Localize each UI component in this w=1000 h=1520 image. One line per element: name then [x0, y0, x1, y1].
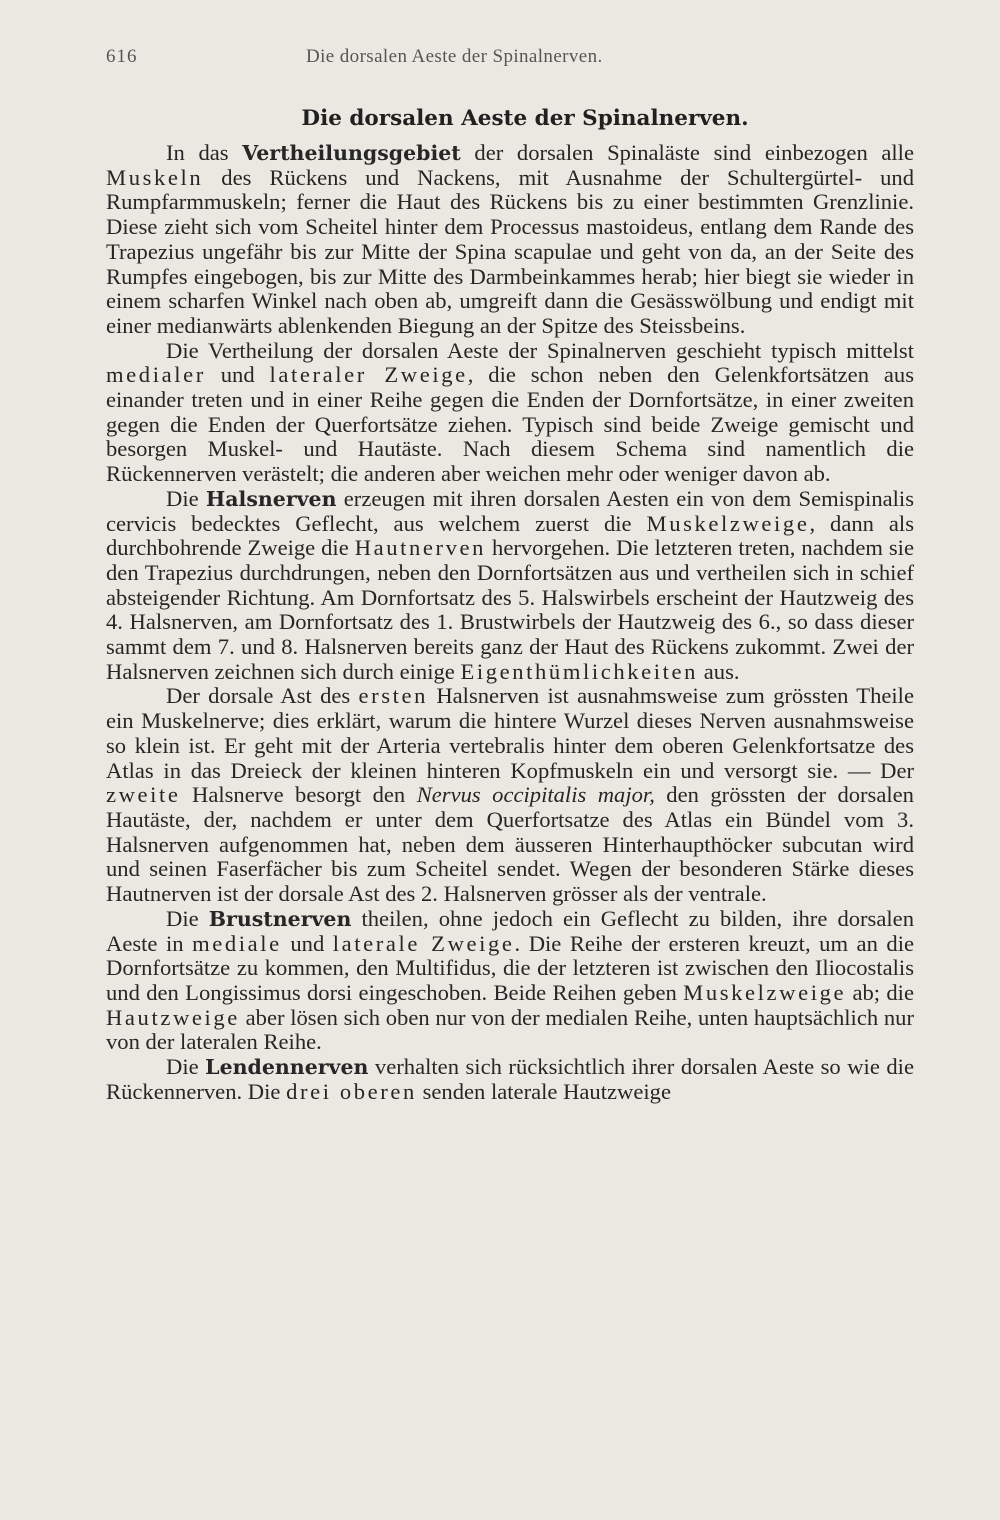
paragraph-5	[106, 907, 914, 1055]
italic-term: Nervus occipitalis major,	[416, 782, 655, 808]
text-run: und	[281, 930, 333, 956]
spaced-term: Hautnerven	[354, 535, 487, 561]
text-run: der dorsalen Spinaläste sind einbezogen alle	[460, 140, 914, 165]
text-run: ab; die	[846, 979, 914, 1005]
text-run: erzeugen mit ihren dorsalen Aesten ein von dem Semispinalis cervicis bedecktes Geflecht, aus welchem zuerst die	[106, 485, 914, 536]
text-run: Die	[166, 485, 206, 511]
text-run: . Die Reihe der ersteren kreuzt, um an die Dornfortsätze zu kommen, den Multifidus, die der letzteren ist zwischen den Iliocostalis und den Longissimus dorsi eingeschoben. Beide Reihen geben	[106, 930, 915, 1005]
spaced-term: laterale Zweige	[332, 930, 515, 956]
text-run: aber lösen sich oben nur von der medialen Reihe, unten hauptsächlich nur von der lateralen Reihe.	[106, 1004, 914, 1055]
text-run: senden laterale Hautzweige	[416, 1078, 671, 1104]
spaced-term: Eigenthümlichkeiten	[460, 658, 699, 684]
bold-term: Halsnerven	[205, 486, 337, 511]
text-run: des Rückens und Nackens, mit Ausnahme der Schultergürtel- und Rumpfarmmuskeln; ferner die Haut des Rückens bis zu einer bestimmten Grenzlinie. Diese zieht sich vom Scheitel hinter dem Processus mastoideus, entlang dem Rande des Trapezius ungefähr bis zur Mitte der Spina scapulae und geht von da, an der Seite des Rumpfes eingebogen, bis zur Mitte des Darmbeinkammes herab; hier biegt sie wieder in einem scharfen Winkel nach oben ab, umgreift dann die Gesässwölbung und endigt mit einer medianwärts ablenkenden Biegung an der Spitze des Steissbeins.	[106, 164, 914, 338]
text-run: Der dorsale Ast des	[166, 683, 359, 709]
spaced-term: ersten	[358, 683, 429, 709]
spaced-term: lateraler Zweige	[269, 362, 468, 388]
paragraph-4	[106, 684, 914, 906]
text-run: Die	[166, 1054, 206, 1080]
spaced-term: Muskeln	[106, 164, 204, 190]
spaced-term: mediale	[192, 930, 282, 956]
text-run: den grössten der dorsalen Hautäste, der, nachdem er unter dem Querfortsatze des Atlas ein Bündel vom 3. Halsnerven aufgenommen hat, neben dem äusseren Hinterhaupthöcker subcutan wird und seinen Faserfächer bis zum Scheitel sendet. Wegen der besonderen Stärke dieses Hautnerven ist der dorsale Ast des 2. Halsnerven grösser als der ventrale.	[106, 782, 914, 907]
text-run: Die Vertheilung der dorsalen Aeste der Spinalnerven geschieht typisch mittelst	[166, 337, 914, 363]
text-run: , dann als durchbohrende Zweige die	[106, 510, 914, 561]
running-title: Die dorsalen Aeste der Spinalnerven.	[306, 46, 603, 67]
spaced-term: drei oberen	[286, 1078, 417, 1104]
paragraph-2	[106, 339, 914, 487]
spaced-term: medialer	[106, 362, 206, 388]
spaced-term: Muskelzweige	[683, 979, 847, 1005]
body-text	[106, 141, 914, 1104]
text-run: theilen, ohne jedoch ein Geflecht zu bilden, ihre dorsalen Aeste in	[106, 905, 914, 956]
section-heading: Die dorsalen Aeste der Spinalnerven.	[301, 106, 749, 131]
bold-term: Vertheilungsgebiet	[242, 141, 461, 165]
bold-term: Brustnerven	[208, 906, 352, 931]
page-number: 616	[106, 46, 138, 67]
bold-term: Lendennerven	[205, 1055, 369, 1080]
text-run: hervorgehen. Die letzteren treten, nachdem sie den Trapezius durchdrungen, neben den Dornfortsätzen aus und vertheilen sich in schief absteigender Richtung. Am Dornfortsatz des 5. Halswirbels erscheint der Hautzweig des 4. Halsnerven, am Dornfortsatz des 1. Brustwirbels der Hautzweig des 6., so dass dieser sammt dem 7. und 8. Halsnerven bereits ganz der Haut des Rückens zukommt. Zwei der Halsnerven zeichnen sich durch einige	[106, 535, 914, 684]
running-header	[106, 46, 914, 78]
text-run: Die	[166, 905, 209, 931]
paragraph-1	[106, 141, 914, 339]
text-run: Halsnerven ist ausnahmsweise zum grössten Theile ein Muskelnerve; dies erklärt, warum die hintere Wurzel dieses Nerven ausnahmsweise so klein ist. Er geht mit der Arteria vertebralis hinter dem oberen Gelenkfortsatze des Atlas in das Dreieck der kleinen hinteren Kopfmuskeln ein und versorgt sie. — Der	[106, 683, 914, 783]
paragraph-6	[106, 1055, 914, 1104]
text-run: und	[205, 362, 270, 388]
text-run: , die schon neben den Gelenkfortsätzen aus einander treten und in einer Reihe gegen die Enden der Dornfortsätze, in einer zweiten gegen die Enden der Querfortsätze ziehen. Typisch sind beide Zweige gemischt und besorgen Muskel- und Hautäste. Nach diesem Schema sind namentlich die Rückennerven verästelt; die anderen aber weichen mehr oder weniger davon ab.	[106, 362, 914, 487]
text-run: aus.	[698, 658, 740, 684]
paragraph-3	[106, 487, 914, 685]
text-run: In das	[166, 140, 243, 165]
spaced-term: Muskelzweige	[646, 510, 810, 536]
spaced-term: Hautzweige	[106, 1004, 240, 1030]
text-run: verhalten sich rücksichtlich ihrer dorsalen Aeste so wie die Rückennerven. Die	[106, 1054, 914, 1104]
spaced-term: zweite	[106, 782, 181, 808]
text-run: Halsnerve besorgt den	[180, 782, 417, 808]
